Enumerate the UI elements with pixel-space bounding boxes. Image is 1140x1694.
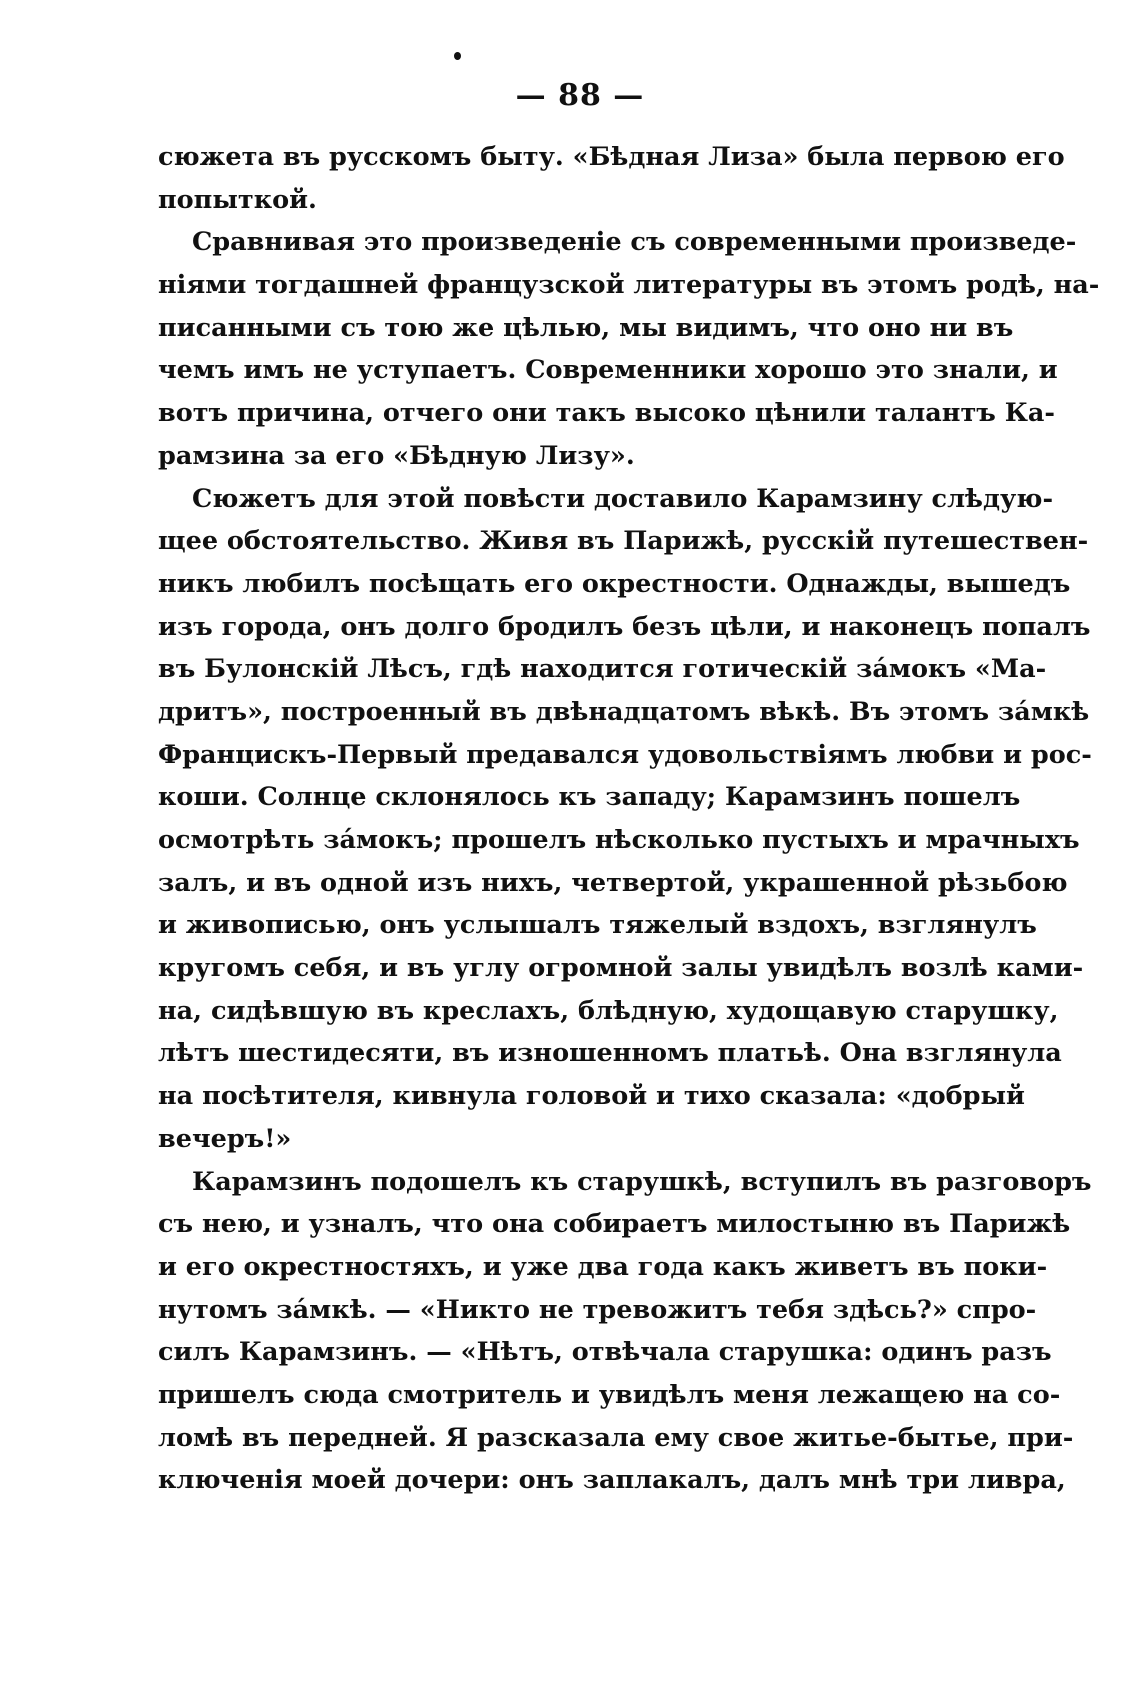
text-line: ключенія моей дочери: онъ заплакалъ, далъ мнѣ три ливра, <box>158 1465 1066 1496</box>
text-line: нутомъ зáмкѣ. — «Никто не тревожитъ тебя здѣсь?» спро- <box>158 1294 1037 1325</box>
text-line: никъ любилъ посѣщать его окрестности. Однажды, вышедъ <box>158 568 1071 599</box>
text-line: на посѣтителя, кивнула головой и тихо сказала: «добрый <box>158 1081 1025 1112</box>
text-line: сюжета въ русскомъ быту. «Бѣдная Лиза» была первою его <box>158 142 1065 172</box>
text-line: пришелъ сюда смотритель и увидѣлъ меня лежащею на со- <box>158 1379 1061 1410</box>
text-line: и его окрестностяхъ, и уже два года какъ живетъ въ поки- <box>158 1251 1048 1282</box>
text-line: коши. Солнце склонялось къ западу; Карамзинъ пошелъ <box>158 782 1021 813</box>
text-line: Францискъ-Первый предавался удовольствіямъ любви и рос- <box>158 739 1092 770</box>
text-line: кругомъ себя, и въ углу огромной залы увидѣлъ возлѣ ками- <box>158 953 1084 984</box>
text-line: дритъ», построенный въ двѣнадцатомъ вѣкѣ. Въ этомъ зáмкѣ <box>158 696 1090 727</box>
text-line: съ нею, и узналъ, что она собираетъ милостыню въ Парижѣ <box>158 1209 1071 1240</box>
text-line: силъ Карамзинъ. — «Нѣтъ, отвѣчала старушка: одинъ разъ <box>158 1337 1052 1368</box>
text-line: ломѣ въ передней. Я разсказала ему свое житье-бытье, при- <box>158 1422 1074 1453</box>
page-number: — 88 — <box>515 78 645 113</box>
text-line: Сюжетъ для этой повѣсти доставило Карамзину слѣдую- <box>192 483 1054 514</box>
text-line: чемъ имъ не уступаетъ. Современники хорошо это знали, и <box>158 355 1058 386</box>
text-line: вечеръ!» <box>158 1123 292 1154</box>
text-line: попыткой. <box>158 184 317 215</box>
text-line: Сравнивая это произведеніе съ современными произведе- <box>192 227 1077 258</box>
text-line: залъ, и въ одной изъ нихъ, четвертой, украшенной рѣзьбою <box>158 867 1068 898</box>
text-line: лѣтъ шестидесяти, въ изношенномъ платьѣ. Она взглянула <box>158 1038 1062 1069</box>
text-line: ніями тогдашней французской литературы въ этомъ родѣ, на- <box>158 270 1100 301</box>
text-line: въ Булонскій Лѣсъ, гдѣ находится готическій зáмокъ «Ма- <box>158 654 1047 685</box>
text-line: изъ города, онъ долго бродилъ безъ цѣли, и наконецъ попалъ <box>158 611 1091 642</box>
text-line: рамзина за его «Бѣдную Лизу». <box>158 440 635 471</box>
text-line: на, сидѣвшую въ креслахъ, блѣдную, худощавую старушку, <box>158 995 1059 1026</box>
text-line: вотъ причина, отчего они такъ высоко цѣнили талантъ Ка- <box>158 398 1056 429</box>
print-speck <box>454 52 461 60</box>
text-line: осмотрѣть зáмокъ; прошелъ нѣсколько пустыхъ и мрачныхъ <box>158 825 1080 855</box>
text-line: Карамзинъ подошелъ къ старушкѣ, вступилъ въ разговоръ <box>192 1166 1092 1197</box>
body-text <box>158 136 1100 1502</box>
text-line: щее обстоятельство. Живя въ Парижѣ, русскій путешествен- <box>158 526 1089 557</box>
text-line: и живописью, онъ услышалъ тяжелый вздохъ, взглянулъ <box>158 910 1037 941</box>
text-line: писанными съ тою же цѣлью, мы видимъ, что оно ни въ <box>158 312 1014 343</box>
